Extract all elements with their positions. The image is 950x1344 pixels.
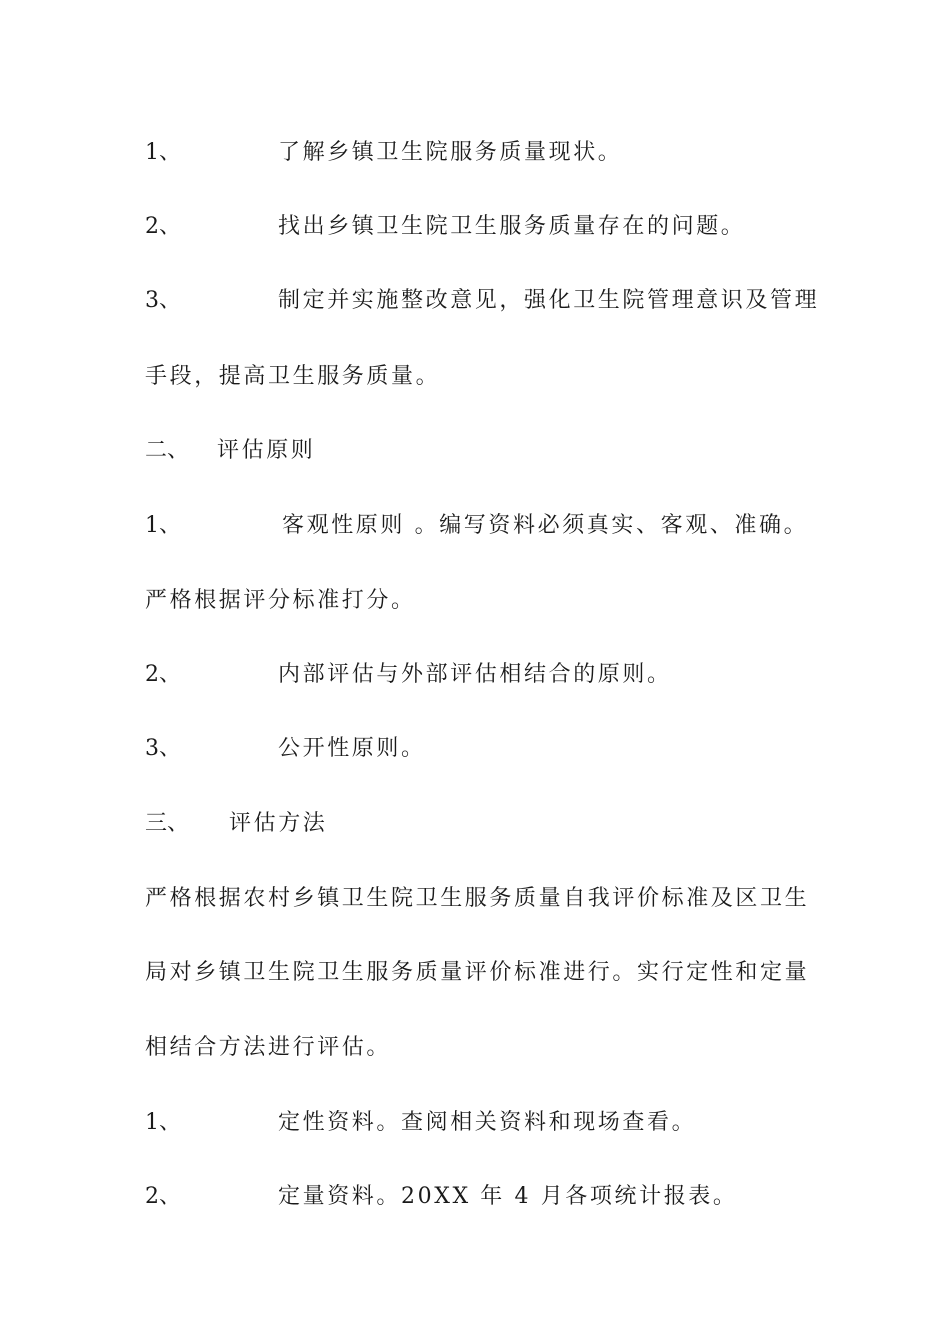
item-text: 定性资料。查阅相关资料和现场查看。 <box>278 1110 697 1135</box>
item-number: 1、 <box>145 140 181 165</box>
section-title: 评估原则 <box>217 438 316 463</box>
item-text: 制定并实施整改意见，强化卫生院管理意识及管理 <box>278 288 820 313</box>
item-number: 1、 <box>145 1110 181 1135</box>
list-item <box>145 1108 696 1138</box>
paragraph-line: 严格根据评分标准打分。 <box>145 588 416 613</box>
item-text: 公开性原则。 <box>278 736 426 761</box>
paragraph-line: 局对乡镇卫生院卫生服务质量评价标准进行。实行定性和定量 <box>145 960 810 985</box>
section-heading <box>145 809 327 839</box>
section-number: 三、 <box>145 811 190 836</box>
list-item <box>145 212 745 242</box>
item-number: 1、 <box>145 513 181 538</box>
item-text: 客观性原则 。编写资料必须真实、客观、准确。 <box>282 513 809 538</box>
item-number: 3、 <box>145 288 181 313</box>
item-text: 定量资料。20XX 年 4 月各项统计报表。 <box>278 1184 738 1209</box>
section-title: 评估方法 <box>229 811 328 836</box>
section-heading <box>145 436 315 466</box>
item-text: 找出乡镇卫生院卫生服务质量存在的问题。 <box>278 214 746 239</box>
section-number: 二、 <box>145 438 190 463</box>
list-item <box>145 286 819 316</box>
list-item <box>145 138 622 168</box>
list-item <box>145 660 672 690</box>
item-number: 2、 <box>145 214 181 239</box>
list-item <box>145 734 426 764</box>
item-text: 内部评估与外部评估相结合的原则。 <box>278 662 672 687</box>
item-text: 了解乡镇卫生院服务质量现状。 <box>278 140 623 165</box>
item-number: 3、 <box>145 736 181 761</box>
paragraph-line: 手段，提高卫生服务质量。 <box>145 364 441 389</box>
item-number: 2、 <box>145 662 181 687</box>
list-item <box>145 1182 738 1212</box>
paragraph-line: 严格根据农村乡镇卫生院卫生服务质量自我评价标准及区卫生 <box>145 886 810 911</box>
paragraph-line: 相结合方法进行评估。 <box>145 1035 392 1060</box>
list-item <box>145 511 808 541</box>
item-number: 2、 <box>145 1184 181 1209</box>
